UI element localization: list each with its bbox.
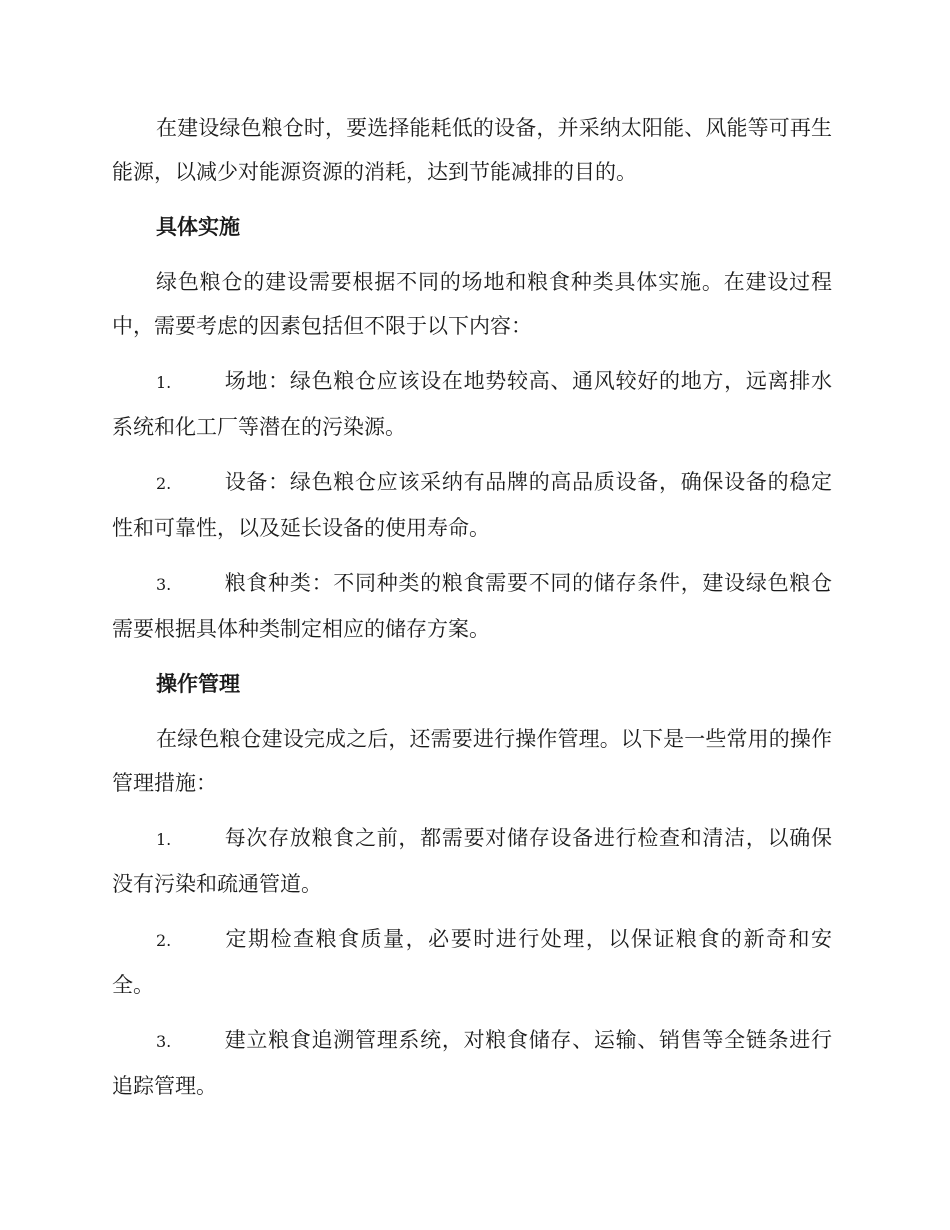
list-item	[112, 1018, 832, 1108]
list-item-text: 每次存放粮食之前，都需要对储存设备进行检查和清洁，以确保没有污染和疏通管道。	[112, 826, 832, 896]
list-item	[112, 460, 832, 550]
document-body	[112, 106, 832, 1119]
section-heading-operation: 操作管理	[156, 672, 240, 696]
list-number: 1.	[156, 830, 172, 849]
list-number: 2.	[156, 931, 172, 950]
list-item-text: 定期检查粮食质量，必要时进行处理，以保证粮食的新奇和安全。	[112, 927, 832, 997]
list-number: 1.	[156, 373, 172, 392]
list-item-text: 建立粮食追溯管理系统，对粮食储存、运输、销售等全链条进行追踪管理。	[112, 1028, 832, 1098]
section-paragraph-implementation: 绿色粮仓的建设需要根据不同的场地和粮食种类具体实施。在建设过程中，需要考虑的因素包括但不限于以下内容：	[112, 270, 832, 338]
list-item-text: 场地：绿色粮仓应该设在地势较高、通风较好的地方，远离排水系统和化工厂等潜在的污染源。	[112, 369, 832, 439]
section-paragraph-operation: 在绿色粮仓建设完成之后，还需要进行操作管理。以下是一些常用的操作管理措施：	[112, 727, 832, 795]
section-heading-implementation: 具体实施	[156, 215, 240, 239]
list-item	[112, 359, 832, 449]
list-item-text: 设备：绿色粮仓应该采纳有品牌的高品质设备，确保设备的稳定性和可靠性，以及延长设备的使用寿命。	[112, 470, 832, 540]
list-number: 2.	[156, 474, 172, 493]
list-item	[112, 816, 832, 906]
intro-paragraph: 在建设绿色粮仓时，要选择能耗低的设备，并采纳太阳能、风能等可再生能源，以减少对能源资源的消耗，达到节能减排的目的。	[112, 116, 832, 184]
list-number: 3.	[156, 1032, 172, 1051]
list-item-text: 粮食种类：不同种类的粮食需要不同的储存条件，建设绿色粮仓需要根据具体种类制定相应的储存方案。	[112, 571, 832, 641]
list-item	[112, 917, 832, 1007]
list-number: 3.	[156, 575, 172, 594]
list-item	[112, 561, 832, 651]
